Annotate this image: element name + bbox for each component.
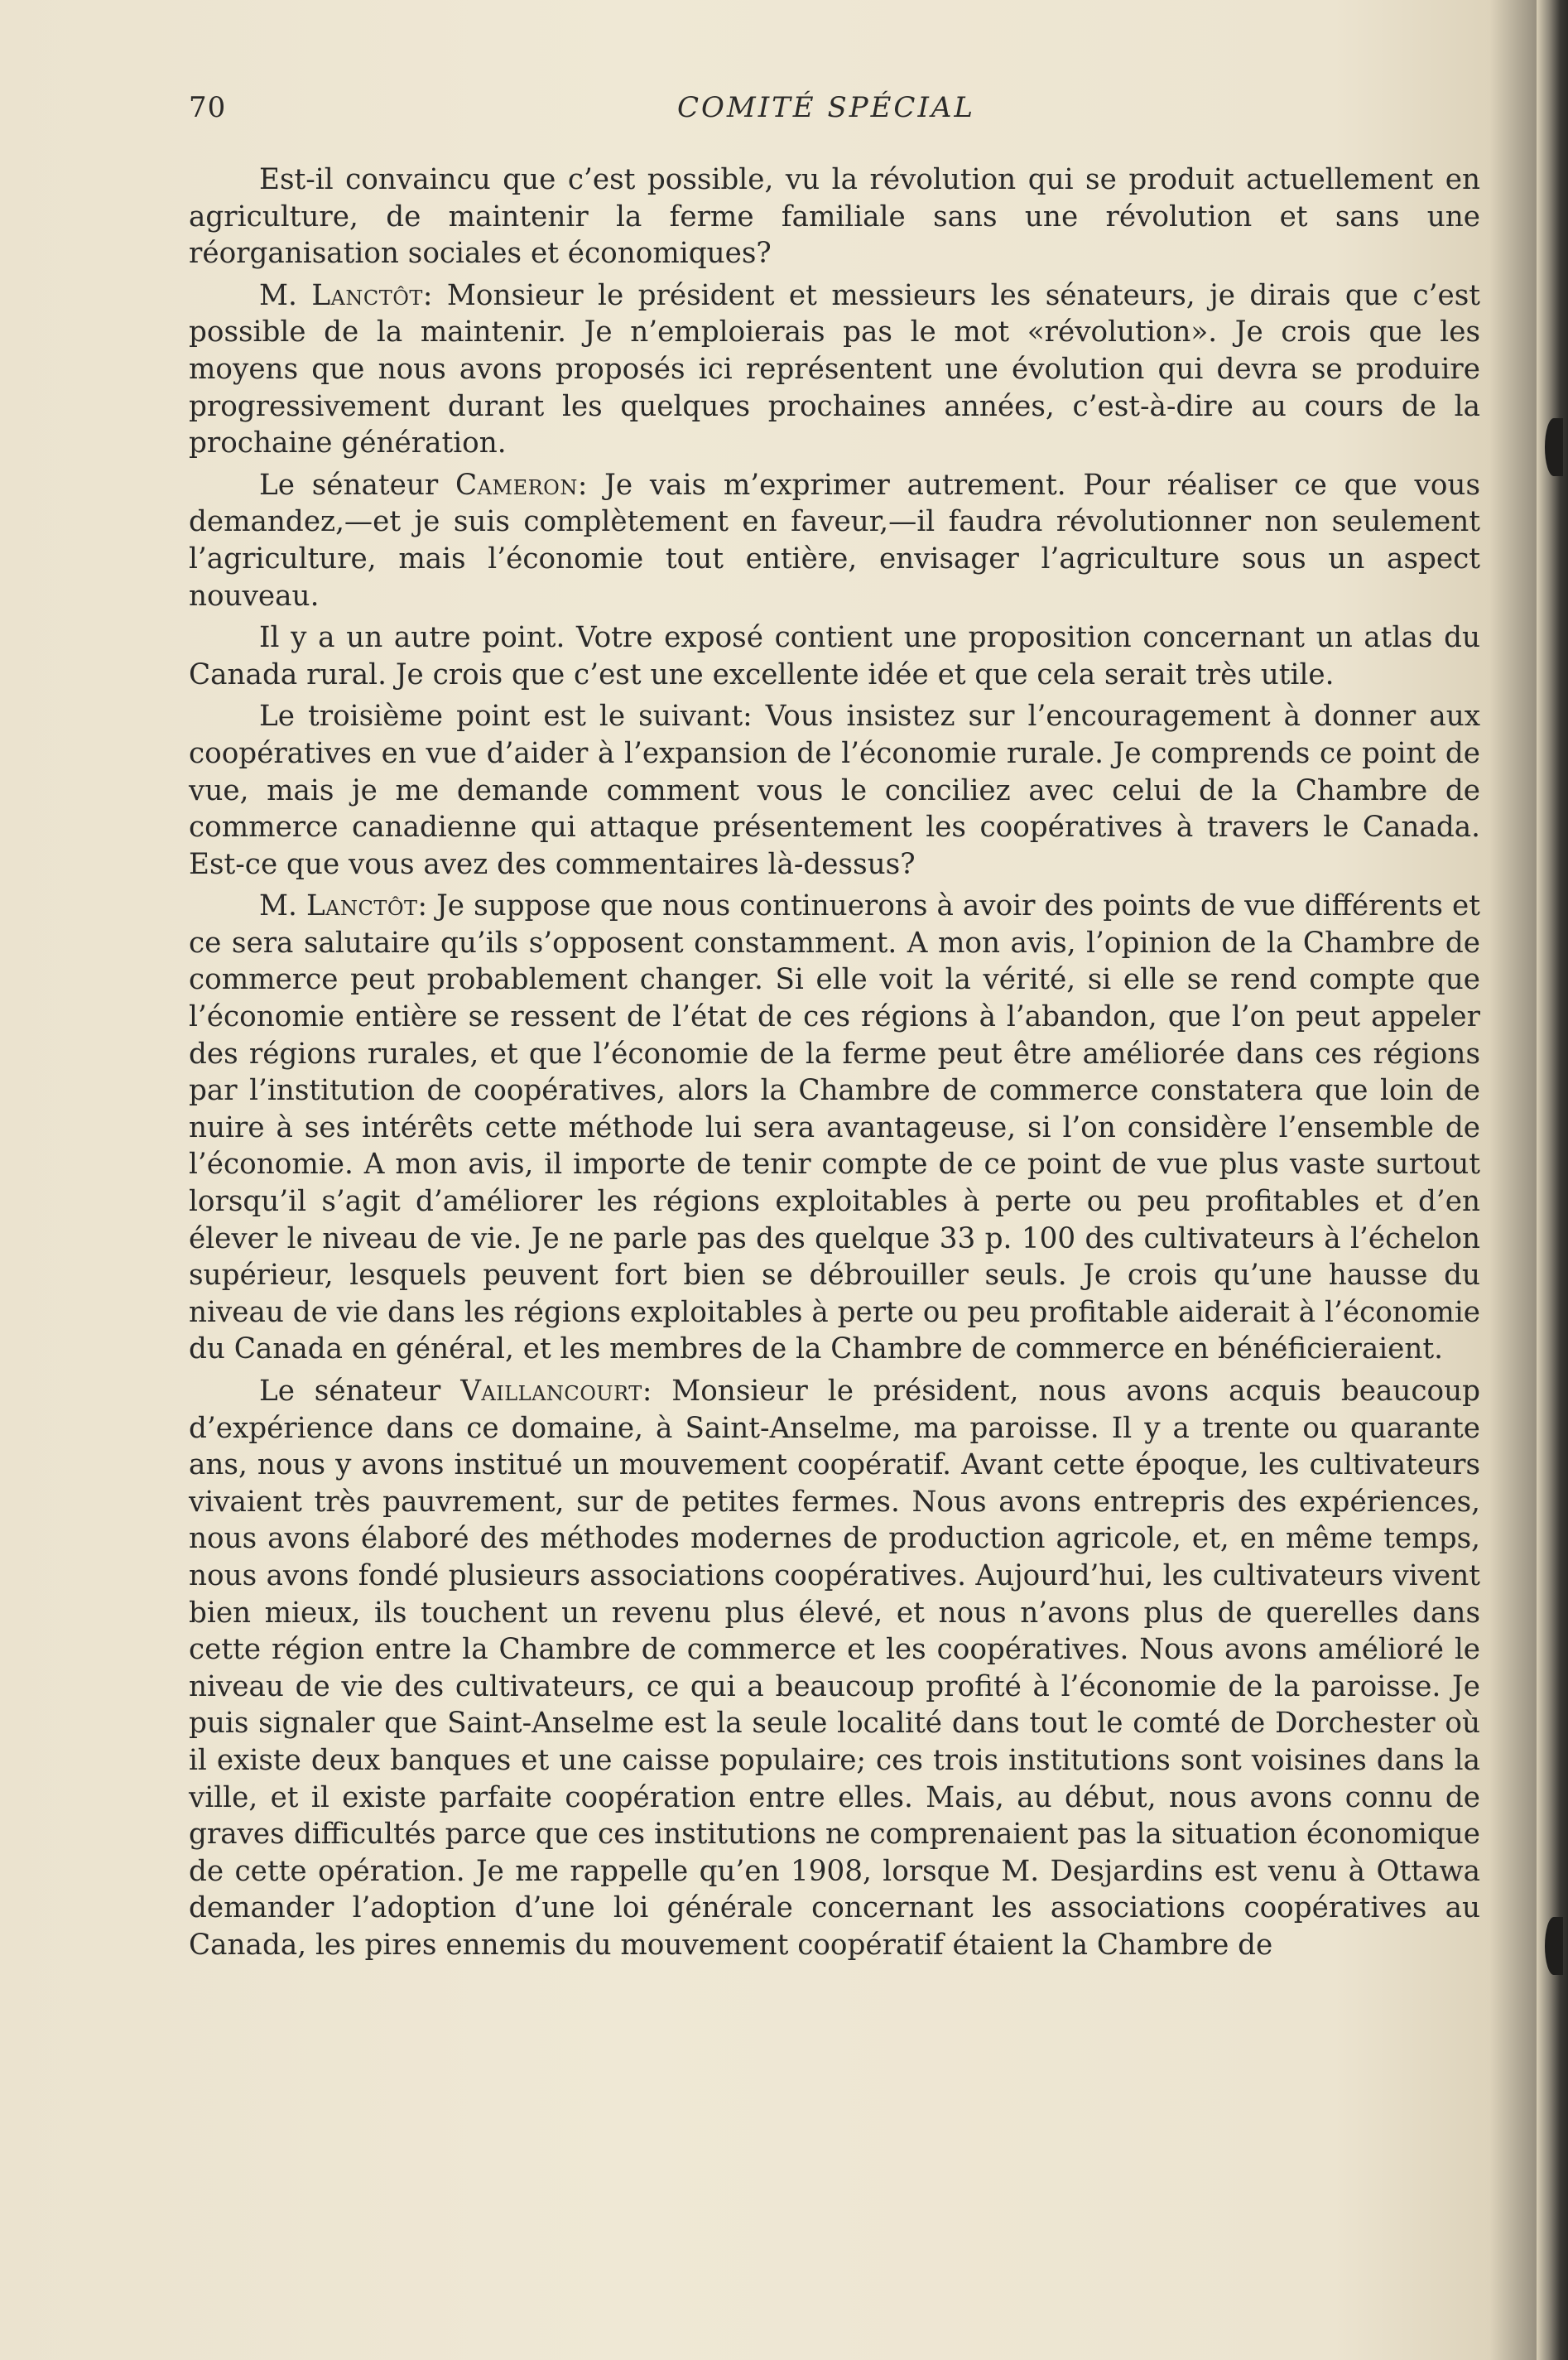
speaker-prefix: M. (259, 889, 306, 923)
paragraph (189, 467, 1480, 614)
body-text (189, 161, 1480, 1969)
speaker-prefix: Le sénateur (259, 468, 456, 502)
binding-clip-bottom (1545, 1917, 1563, 1975)
running-title: COMITÉ SPÉCIAL (677, 91, 976, 124)
speaker-name: Cameron (455, 468, 578, 502)
paragraph-text: : Je suppose que nous continuerons à avoir des points de vue différents et ce sera salutaire qu’ils s’opposent constamment. A mon avis, l’opinion de la Chambre de commerce peut probablement changer. Si elle voit la vérité, si elle se rend compte que l’économie entière se ressent de l’état de ces régions à l’abandon, que l’on peut appeler des régions rurales, et que l’économie de la ferme peut être améliorée dans ces régions par l’institution de coopératives, alors la Chambre de commerce constatera que loin de nuire à ses intérêts cette méthode lui sera avantageuse, si l’on considère l’ensemble de l’économie. A mon avis, il importe de tenir compte de ce point de vue plus vaste surtout lorsqu’il s’agit d’améliorer les régions exploitables à perte ou peu profitables et d’en élever le niveau de vie. Je ne parle pas des quelque 33 p. 100 des cultivateurs à l’échelon supérieur, lesquels peuvent fort bien se débrouiller seuls. Je crois qu’une hausse du niveau de vie dans les régions exploitables à perte ou peu profitable aiderait à l’économie du Canada en général, et les membres de la Chambre de commerce en bénéficieraient. (189, 889, 1480, 1366)
paragraph (189, 277, 1480, 462)
speaker-prefix: Le sénateur (259, 1375, 461, 1408)
paragraph-text: Il y a un autre point. Votre exposé contient une proposition concernant un atlas du Canada rural. Je crois que c’est une excellente idée et que cela serait très utile. (189, 621, 1480, 691)
paragraph-text: : Je vais m’exprimer autrement. Pour réaliser ce que vous demandez,—et je suis complètement en faveur,—il faudra révolutionner non seulement l’agriculture, mais l’économie tout entière, envisager l’agriculture sous un aspect nouveau. (189, 468, 1480, 613)
paragraph-text: : Monsieur le président, nous avons acquis beaucoup d’expérience dans ce domaine, à Saint-Anselme, ma paroisse. Il y a trente ou quarante ans, nous y avons institué un mouvement coopératif. Avant cette époque, les cultivateurs vivaient très pauvrement, sur de petites fermes. Nous avons entrepris des expériences, nous avons élaboré des méthodes modernes de production agricole, et, en même temps, nous avons fondé plusieurs associations coopératives. Aujourd’hui, les cultivateurs vivent bien mieux, ils touchent un revenu plus élevé, et nous n’avons plus de querelles dans cette région entre la Chambre de commerce et les coopératives. Nous avons amélioré le niveau de vie des cultivateurs, ce qui a beaucoup profité à l’économie de la paroisse. Je puis signaler que Saint-Anselme est la seule localité dans tout le comté de Dorchester où il existe deux banques et une caisse populaire; ces trois institutions sont voisines dans la ville, et il existe parfaite coopération entre elles. Mais, au début, nous avons connu de graves difficultés parce que ces institutions ne comprenaient pas la situation économique de cette opération. Je me rappelle qu’en 1908, lorsque M. Desjardins est venu à Ottawa demander l’adoption d’une loi générale concernant les associations coopératives au Canada, les pires ennemis du mouvement coopératif étaient la Chambre de (189, 1375, 1480, 1962)
binding-clip-top (1545, 418, 1563, 476)
speaker-name: Lanctôt (311, 278, 423, 312)
page-header (189, 91, 1480, 132)
paragraph-text: Est-il convaincu que c’est possible, vu la révolution qui se produit actuellement en agriculture, de maintenir la ferme familiale sans une révolution et sans une réorganisation sociales et économiques? (189, 163, 1480, 271)
page-number: 70 (189, 91, 227, 124)
speaker-prefix: M. (259, 278, 312, 312)
paragraph (189, 619, 1480, 693)
binding-edge (1537, 0, 1568, 2360)
paragraph (189, 698, 1480, 883)
speaker-name: Lanctôt (305, 889, 418, 923)
paragraph (189, 1373, 1480, 1964)
paragraph (189, 888, 1480, 1368)
paragraph-text: Le troisième point est le suivant: Vous insistez sur l’encouragement à donner aux coopératives en vue d’aider à l’expansion de l’économie rurale. Je comprends ce point de vue, mais je me demande comment vous le conciliez avec celui de la Chambre de commerce canadienne qui attaque présentement les coopératives à travers le Canada. Est-ce que vous avez des commentaires là-dessus? (189, 700, 1480, 881)
speaker-name: Vaillancourt (460, 1375, 642, 1408)
paragraph-text: : Monsieur le président et messieurs les sénateurs, je dirais que c’est possible de la maintenir. Je n’emploierais pas le mot «révolution». Je crois que les moyens que nous avons proposés ici représentent une évolution qui devra se produire progressivement durant les quelques prochaines années, c’est-à-dire au cours de la prochaine génération. (189, 278, 1480, 460)
paragraph (189, 161, 1480, 272)
